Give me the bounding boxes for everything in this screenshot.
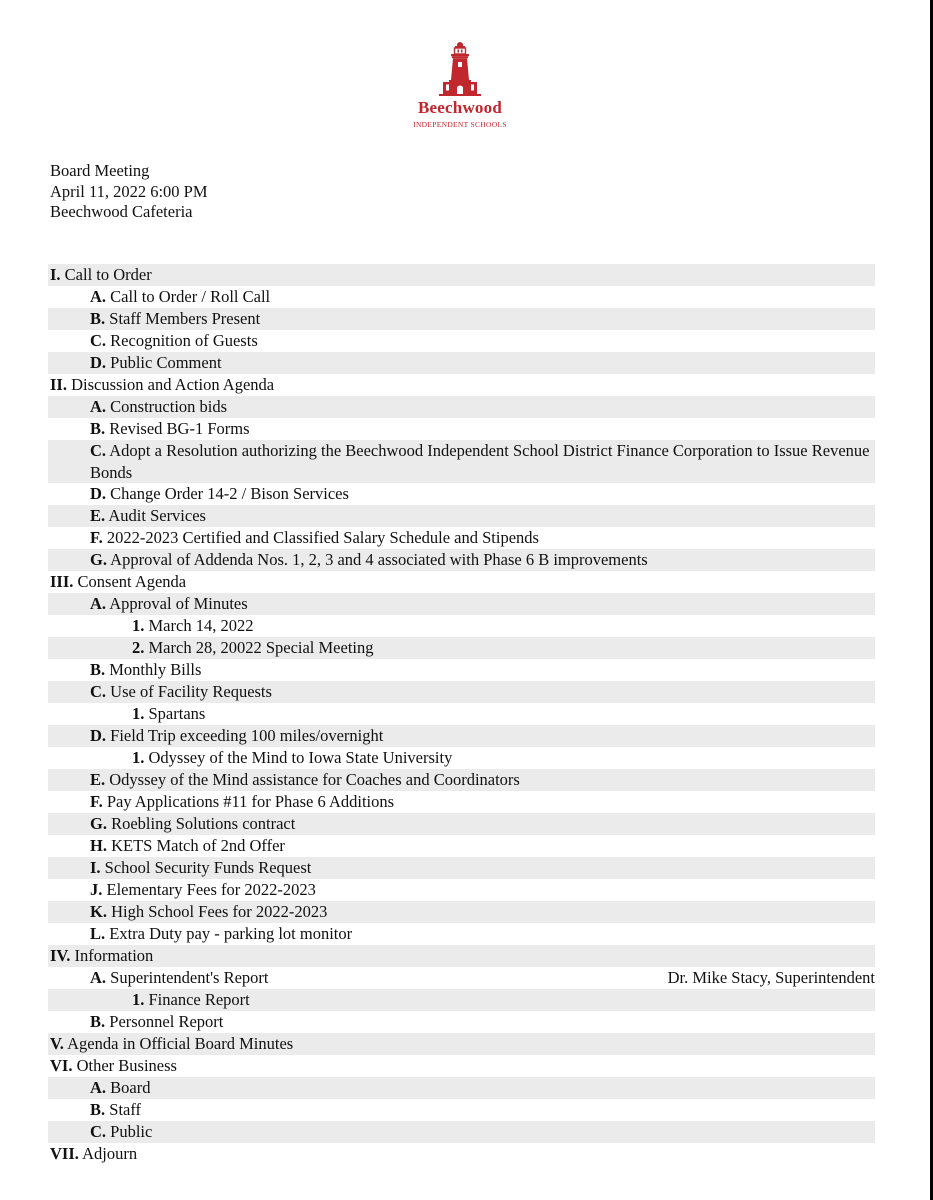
agenda-item (48, 264, 875, 286)
agenda-item-content (90, 1011, 223, 1033)
agenda-item-text: Consent Agenda (73, 572, 187, 591)
agenda-item-marker: A. (90, 1078, 107, 1097)
agenda-item (48, 989, 875, 1011)
agenda-item-marker: 1. (132, 704, 145, 723)
agenda-item-marker: IV. (50, 946, 71, 965)
agenda-item-marker: F. (90, 528, 103, 547)
agenda-item-text: Staff (105, 1100, 142, 1119)
agenda-item (48, 813, 875, 835)
agenda-item-text: Elementary Fees for 2022-2023 (102, 880, 316, 899)
agenda-item-content (50, 945, 153, 967)
agenda-item-marker: C. (90, 682, 107, 701)
agenda-item-content (50, 374, 274, 396)
school-logo (405, 40, 515, 135)
agenda-item-content (90, 1121, 152, 1143)
agenda-item-marker: E. (90, 770, 106, 789)
agenda-item-marker: J. (90, 880, 103, 899)
meeting-datetime: April 11, 2022 6:00 PM (50, 181, 208, 201)
agenda-item-content (50, 1055, 177, 1077)
agenda-item-text: Pay Applications #11 for Phase 6 Additions (102, 792, 395, 811)
agenda-item-marker: K. (90, 902, 107, 921)
agenda-item-content (90, 308, 260, 330)
agenda-item-content (90, 791, 394, 813)
agenda-item-text: Discussion and Action Agenda (66, 375, 275, 394)
agenda-item-content (90, 681, 272, 703)
agenda-item-text: Finance Report (144, 990, 250, 1009)
agenda-item-text: Recognition of Guests (106, 331, 258, 350)
agenda-item-marker: D. (90, 484, 107, 503)
agenda-item-text: Revised BG-1 Forms (105, 419, 250, 438)
agenda-item-content (132, 637, 374, 659)
agenda-item-content (90, 725, 383, 747)
agenda-item-marker: A. (90, 397, 107, 416)
agenda-item-text: Public Comment (106, 353, 222, 372)
agenda-item-content (90, 901, 327, 923)
agenda-item-text: March 28, 20022 Special Meeting (144, 638, 374, 657)
agenda-item (48, 923, 875, 945)
agenda-item-content (90, 593, 248, 615)
agenda-item-marker: 1. (132, 616, 145, 635)
agenda-item-presenter: Dr. Mike Stacy, Superintendent (667, 968, 875, 987)
agenda-item-content (90, 659, 201, 681)
agenda-item (48, 659, 875, 681)
agenda-item-content (90, 286, 270, 308)
agenda-item (48, 505, 875, 527)
agenda-item-marker: D. (90, 726, 107, 745)
agenda-item (48, 374, 875, 396)
agenda-item-marker: 1. (132, 990, 145, 1009)
agenda-item-marker: B. (90, 660, 106, 679)
agenda-item (48, 571, 875, 593)
agenda-item-marker: V. (50, 1034, 64, 1053)
agenda-item-content (90, 857, 311, 879)
agenda-item-marker: I. (50, 265, 61, 284)
agenda-item-text: Audit Services (105, 506, 206, 525)
agenda-item-content (90, 923, 352, 945)
agenda-item-content (90, 396, 227, 418)
agenda-item (48, 747, 875, 769)
agenda-item-text: Approval of Minutes (106, 594, 248, 613)
agenda-item (48, 396, 875, 418)
agenda-item (48, 901, 875, 923)
agenda-item (48, 549, 875, 571)
agenda-item (48, 769, 875, 791)
agenda-item-content (90, 1077, 151, 1099)
agenda-item-content (50, 1143, 137, 1165)
meeting-location: Beechwood Cafeteria (50, 202, 193, 221)
agenda-item-text: Spartans (144, 704, 206, 723)
agenda-item-content (90, 549, 648, 571)
agenda-item (48, 593, 875, 615)
agenda-item (48, 1033, 875, 1055)
agenda-item-text: Extra Duty pay - parking lot monitor (105, 924, 353, 943)
agenda-item-content (90, 352, 222, 374)
agenda-item-text: Call to Order / Roll Call (106, 287, 271, 306)
agenda-item-content (132, 989, 250, 1011)
agenda-item-content (90, 440, 875, 483)
agenda-item-text: Staff Members Present (105, 309, 261, 328)
agenda-item-content (90, 879, 316, 901)
agenda-item (48, 330, 875, 352)
agenda-item-marker: 2. (132, 638, 145, 657)
agenda-item-text: Superintendent's Report (106, 968, 269, 987)
agenda-item-content (50, 1033, 293, 1055)
agenda-item-marker: G. (90, 550, 107, 569)
agenda-item-text: Field Trip exceeding 100 miles/overnight (106, 726, 384, 745)
agenda-item (48, 725, 875, 747)
agenda-item-marker: A. (90, 594, 107, 613)
agenda-item-marker: G. (90, 814, 107, 833)
agenda-item-marker: L. (90, 924, 106, 943)
logo-subtitle: INDEPENDENT SCHOOLS (413, 120, 507, 129)
agenda-item-text: Monthly Bills (105, 660, 202, 679)
agenda-item-text: Personnel Report (105, 1012, 224, 1031)
agenda-item-marker: B. (90, 419, 106, 438)
agenda-item (48, 835, 875, 857)
lighthouse-icon (405, 40, 515, 98)
agenda-item-text: Call to Order (60, 265, 152, 284)
agenda-item-content (90, 527, 539, 549)
agenda-item (48, 615, 875, 637)
agenda-item (48, 791, 875, 813)
agenda-item (48, 1143, 875, 1165)
agenda-item-marker: 1. (132, 748, 145, 767)
agenda-item (48, 418, 875, 440)
agenda-item (48, 681, 875, 703)
agenda-item-content (90, 418, 250, 440)
agenda-item-marker: H. (90, 836, 107, 855)
agenda-item (48, 352, 875, 374)
agenda-item-marker: C. (90, 441, 107, 460)
agenda-item-text: Construction bids (106, 397, 228, 416)
agenda-item (48, 308, 875, 330)
agenda-item-content (90, 483, 349, 505)
agenda-item-marker: A. (90, 968, 107, 987)
agenda-item (48, 879, 875, 901)
agenda-item-text: Roebling Solutions contract (106, 814, 296, 833)
agenda-item-content (90, 769, 520, 791)
agenda-item-marker: II. (50, 375, 67, 394)
agenda-item-text: Information (70, 946, 154, 965)
agenda-item-marker: A. (90, 287, 107, 306)
agenda-item-text: Odyssey of the Mind to Iowa State University (144, 748, 453, 767)
agenda-item-text: School Security Funds Request (100, 858, 312, 877)
agenda-item (48, 967, 875, 989)
agenda-item (48, 945, 875, 967)
agenda-item-text: Public (106, 1122, 153, 1141)
agenda-item-marker: C. (90, 331, 107, 350)
agenda-item (48, 1121, 875, 1143)
agenda-item (48, 703, 875, 725)
agenda-item-marker: B. (90, 1100, 106, 1119)
agenda-item-text: Adjourn (78, 1144, 138, 1163)
agenda-item-marker: III. (50, 572, 74, 591)
agenda-item-text: KETS Match of 2nd Offer (106, 836, 285, 855)
agenda-item-content (90, 835, 285, 857)
agenda-item-marker: B. (90, 309, 106, 328)
agenda-item-marker: B. (90, 1012, 106, 1031)
agenda-item (48, 637, 875, 659)
agenda-item-text: Agenda in Official Board Minutes (63, 1034, 294, 1053)
agenda-item (48, 1055, 875, 1077)
agenda-item-content (50, 264, 152, 286)
agenda-item-marker: VII. (50, 1144, 79, 1163)
agenda-item-text: Odyssey of the Mind assistance for Coaches and Coordinators (105, 770, 520, 789)
logo-name: Beechwood (418, 98, 502, 117)
agenda-item (48, 483, 875, 505)
agenda-item-text: Approval of Addenda Nos. 1, 2, 3 and 4 associated with Phase 6 B improvements (106, 550, 648, 569)
agenda-item-content (132, 703, 205, 725)
agenda-item-content (90, 1099, 141, 1121)
agenda-item-text: Change Order 14-2 / Bison Services (106, 484, 349, 503)
agenda-item-text: 2022-2023 Certified and Classified Salary Schedule and Stipends (102, 528, 539, 547)
agenda-item (48, 1077, 875, 1099)
agenda-item-marker: VI. (50, 1056, 73, 1075)
agenda-item-marker: I. (90, 858, 101, 877)
agenda-item-content (50, 571, 186, 593)
agenda-item-content (90, 967, 269, 989)
agenda-item (48, 1011, 875, 1033)
agenda-item-content (132, 615, 253, 637)
agenda-item-marker: C. (90, 1122, 107, 1141)
meeting-header (50, 161, 208, 223)
agenda-item-marker: F. (90, 792, 103, 811)
agenda-item-content (90, 330, 258, 352)
agenda-item (48, 440, 875, 483)
agenda-list (48, 264, 875, 1165)
agenda-item-text: High School Fees for 2022-2023 (106, 902, 328, 921)
agenda-item (48, 527, 875, 549)
agenda-item-content (90, 813, 295, 835)
agenda-item (48, 286, 875, 308)
agenda-item-text: March 14, 2022 (144, 616, 254, 635)
agenda-item-content (132, 747, 452, 769)
agenda-item-text: Adopt a Resolution authorizing the Beechwood Independent School District Finance Corporation to Issue Revenue Bonds (90, 441, 870, 482)
agenda-item (48, 857, 875, 879)
agenda-item (48, 1099, 875, 1121)
agenda-item-text: Other Business (72, 1056, 177, 1075)
meeting-title: Board Meeting (50, 161, 150, 180)
agenda-item-marker: E. (90, 506, 106, 525)
agenda-item-content (90, 505, 206, 527)
agenda-item-marker: D. (90, 353, 107, 372)
agenda-item-text: Use of Facility Requests (106, 682, 272, 701)
agenda-item-text: Board (106, 1078, 151, 1097)
